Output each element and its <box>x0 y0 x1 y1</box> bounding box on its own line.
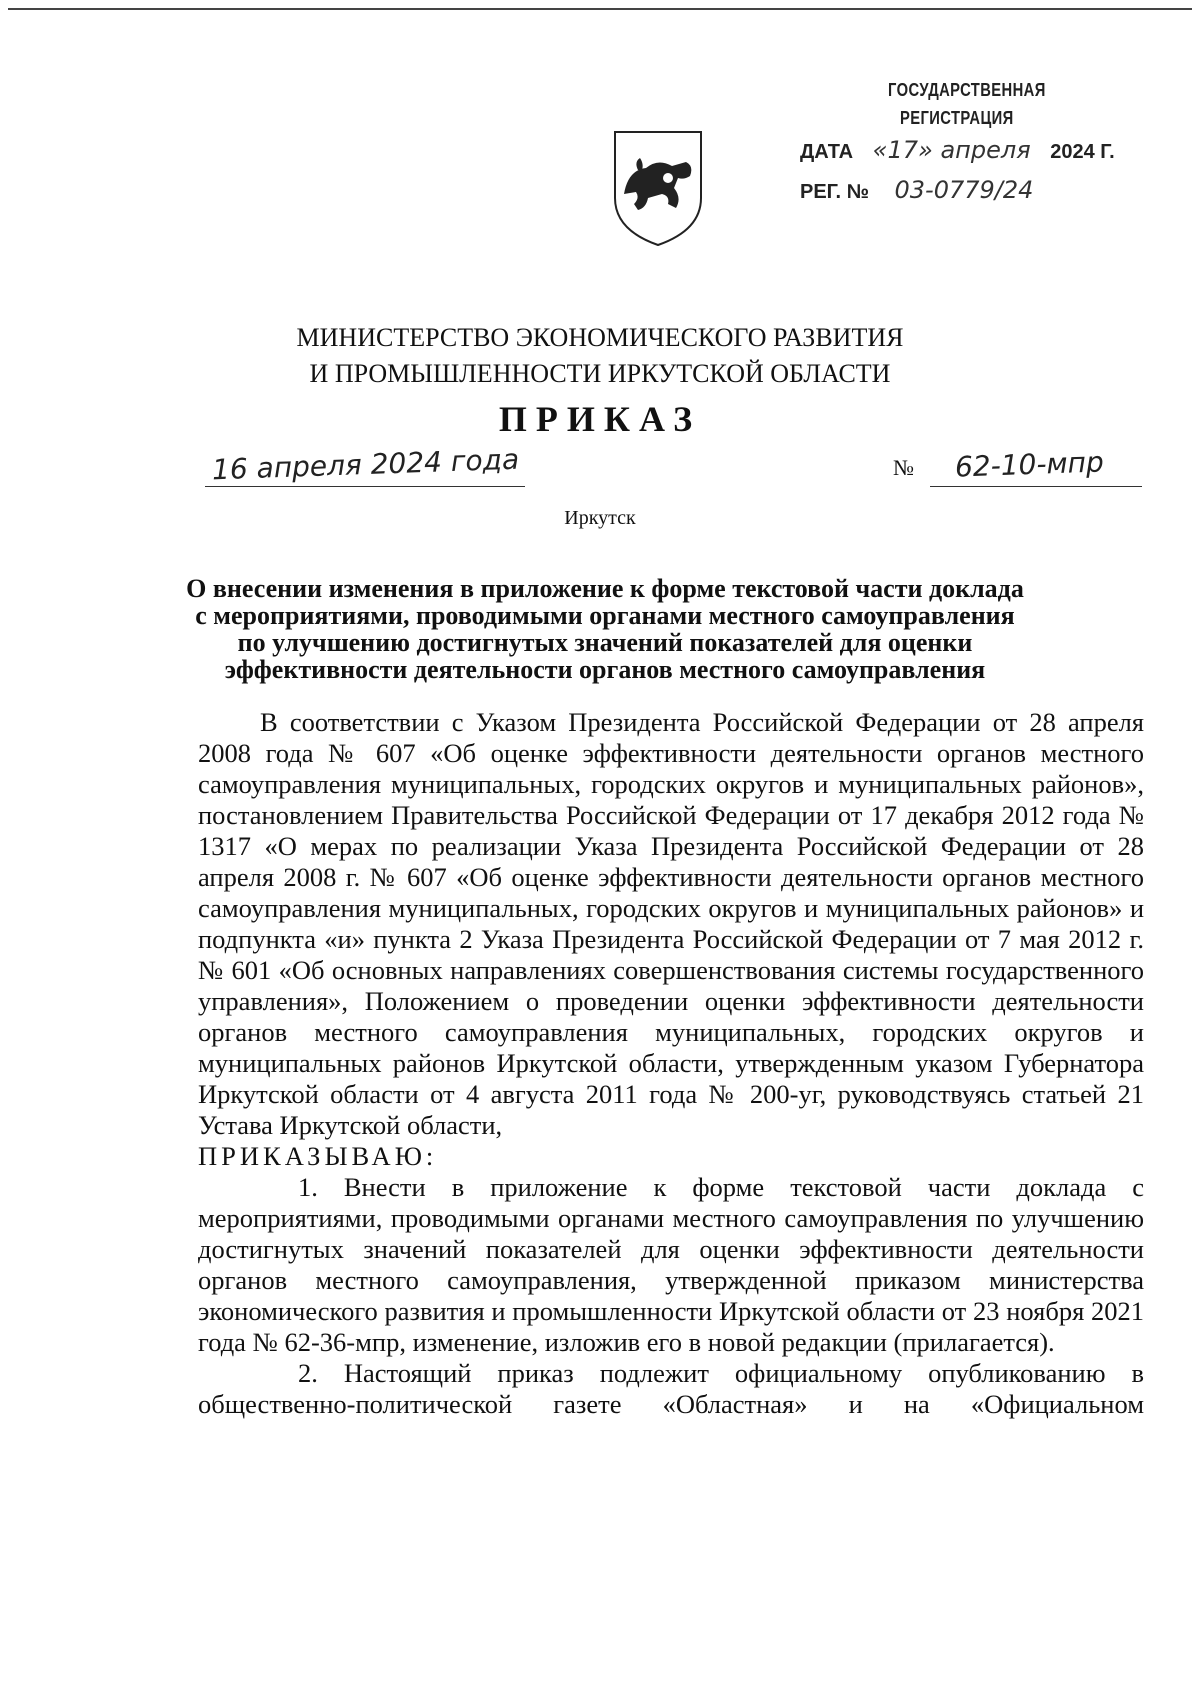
stamp-reg-row <box>800 176 1033 204</box>
order-number-label: № <box>893 455 914 480</box>
stamp-date-label: ДАТА <box>800 141 854 163</box>
ministry-line-1: МИНИСТЕРСТВО ЭКОНОМИЧЕСКОГО РАЗВИТИЯ <box>296 323 904 352</box>
order-number-line <box>930 486 1142 487</box>
item-2-paragraph: 2. Настоящий приказ подлежит официальному опубликованию в общественно-политической газете «Областная» и на «Официальном <box>198 1358 1144 1419</box>
order-date-handwritten: 16 апреля 2024 года <box>211 442 520 487</box>
city: Иркутск <box>564 507 636 529</box>
order-body <box>198 707 1144 1420</box>
coat-of-arms-icon <box>612 128 704 248</box>
preamble-paragraph: В соответствии с Указом Президента Российской Федерации от 28 апреля 2008 года № 607 «Об оценке эффективности деятельности органов местного самоуправления муниципальных, городских округов и муниципальных районов», постановлением Правительства Российской Федерации от 17 декабря 2012 года № 1317 «О мерах по реализации Указа Президента Российской Федерации от 28 апреля 2008 г. № 607 «Об оценке эффективности деятельности органов местного самоуправления муниципальных, городских округов и муниципальных районов» и подпункта «и» пункта 2 Указа Президента Российской Федерации от 7 мая 2012 г. № 601 «Об основных направлениях совершенствования системы государственного управления», Положением о проведении оценки эффективности деятельности органов местного самоуправления муниципальных, городских округов и муниципальных районов Иркутской области, утвержденным указом Губернатора Иркутской области от 4 августа 2011 года № 200-уг, руководствуясь статьей 21 Устава Иркутской области, <box>198 707 1144 1140</box>
stamp-date-year: 2024 Г. <box>1050 141 1115 163</box>
stamp-reg-handwritten: 03-0779/24 <box>894 176 1034 204</box>
ministry-name <box>0 320 1200 392</box>
order-number-handwritten: 62-10-мпр <box>954 445 1105 484</box>
stamp-reg-label: РЕГ. № <box>800 181 869 203</box>
stamp-line-2: РЕГИСТРАЦИЯ <box>900 108 1014 128</box>
order-date-line <box>205 486 525 487</box>
top-rule <box>8 8 1192 10</box>
item-1-paragraph: 1. Внести в приложение к форме текстовой части доклада с мероприятиями, проводимыми органами местного самоуправления по улучшению достигнутых значений показателей для оценки эффективности деятельности органов местного самоуправления, утвержденной приказом министерства экономического развития и промышленности Иркутской области от 23 ноября 2021 года № 62-36-мпр, изменение, изложив его в новой редакции (прилагается). <box>198 1172 1144 1357</box>
order-title: ПРИКАЗ <box>498 399 702 439</box>
order-subject: О внесении изменения в приложение к форме текстовой части доклада с мероприятиями, проводимыми органами местного самоуправления по улучшению достигнутых значений показателей для оценки эффективности деятельности органов местного самоуправления <box>186 574 1024 684</box>
stamp-date-row <box>800 136 1115 164</box>
stamp-date-handwritten: «17» апреля <box>872 136 1031 164</box>
stamp-line-1: ГОСУДАРСТВЕННАЯ <box>888 80 1046 100</box>
ministry-line-2: И ПРОМЫШЛЕННОСТИ ИРКУТСКОЙ ОБЛАСТИ <box>309 359 891 388</box>
decree-word: ПРИКАЗЫВАЮ: <box>198 1141 438 1171</box>
